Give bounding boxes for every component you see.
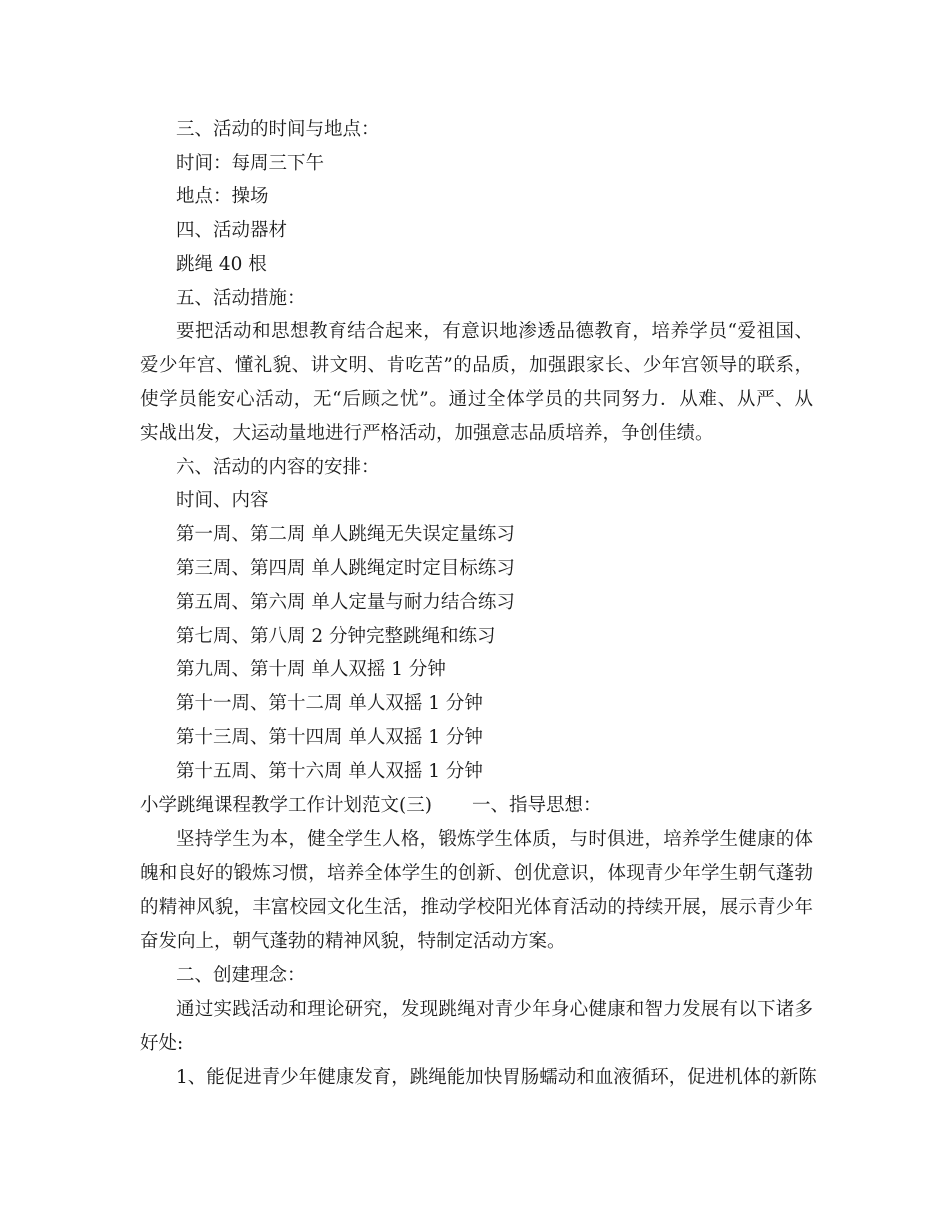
document-heading-line <box>140 797 601 816</box>
schedule-row: 第七周、第八周 2 分钟完整跳绳和练习 <box>176 626 496 647</box>
schedule-row: 第十五周、第十六周 单人双摇 1 分钟 <box>176 761 483 782</box>
schedule-row: 第一周、第二周 单人跳绳无失误定量练习 <box>176 524 515 545</box>
paragraph-line: 坚持学生为本，健全学生人格，锻炼学生体质，与时俱进，培养学生健康的体 <box>176 829 813 850</box>
text-line-ropes: 跳绳 40 根 <box>176 254 267 275</box>
schedule-row: 第十三周、第十四周 单人双摇 1 分钟 <box>176 727 483 748</box>
text-line-time: 时间：每周三下午 <box>176 153 325 174</box>
section-heading-schedule: 六、活动的内容的安排： <box>176 457 380 478</box>
paragraph-line: 的精神风貌，丰富校园文化生活，推动学校阳光体育活动的持续开展，展示青少年 <box>140 897 813 918</box>
section-heading-measures: 五、活动措施： <box>176 288 306 309</box>
section-heading-guiding-ideology: 一、指导思想： <box>471 795 602 816</box>
schedule-header: 时间、内容 <box>176 490 269 511</box>
section-heading-time-place: 三、活动的时间与地点： <box>176 119 380 140</box>
paragraph-line: 魄和良好的锻炼习惯，培养全体学生的创新、创优意识，体现青少年学生朝气蓬勃 <box>140 863 813 884</box>
paragraph-line: 好处: <box>140 1033 184 1054</box>
paragraph-line: 使学员能安心活动，无“后顾之忧”。通过全体学员的共同努力．从难、从严、从 <box>140 389 813 410</box>
paragraph-line: 1、能促进青少年健康发育，跳绳能加快胃肠蠕动和血液循环，促进机体的新陈 <box>176 1067 817 1088</box>
document-title: 小学跳绳课程教学工作计划范文(三) <box>140 795 432 816</box>
schedule-row: 第五周、第六周 单人定量与耐力结合练习 <box>176 592 515 613</box>
paragraph-line: 奋发向上，朝气蓬勃的精神风貌，特制定活动方案。 <box>140 931 566 952</box>
paragraph-line: 实战出发，大运动量地进行严格活动，加强意志品质培养，争创佳绩。 <box>140 423 714 444</box>
paragraph-line: 通过实践活动和理论研究，发现跳绳对青少年身心健康和智力发展有以下诸多 <box>176 999 813 1020</box>
schedule-row: 第三周、第四周 单人跳绳定时定目标练习 <box>176 558 515 579</box>
section-heading-equipment: 四、活动器材 <box>176 220 288 241</box>
text-line-place: 地点：操场 <box>176 186 269 207</box>
section-heading-concept: 二、创建理念： <box>176 965 306 986</box>
paragraph-line: 要把活动和思想教育结合起来，有意识地渗透品德教育，培养学员“爱祖国、 <box>176 321 813 342</box>
schedule-row: 第十一周、第十二周 单人双摇 1 分钟 <box>176 693 483 714</box>
schedule-row: 第九周、第十周 单人双摇 1 分钟 <box>176 659 446 680</box>
paragraph-line: 爱少年宫、懂礼貌、讲文明、肯吃苦”的品质，加强跟家长、少年宫领导的联系， <box>140 355 813 376</box>
